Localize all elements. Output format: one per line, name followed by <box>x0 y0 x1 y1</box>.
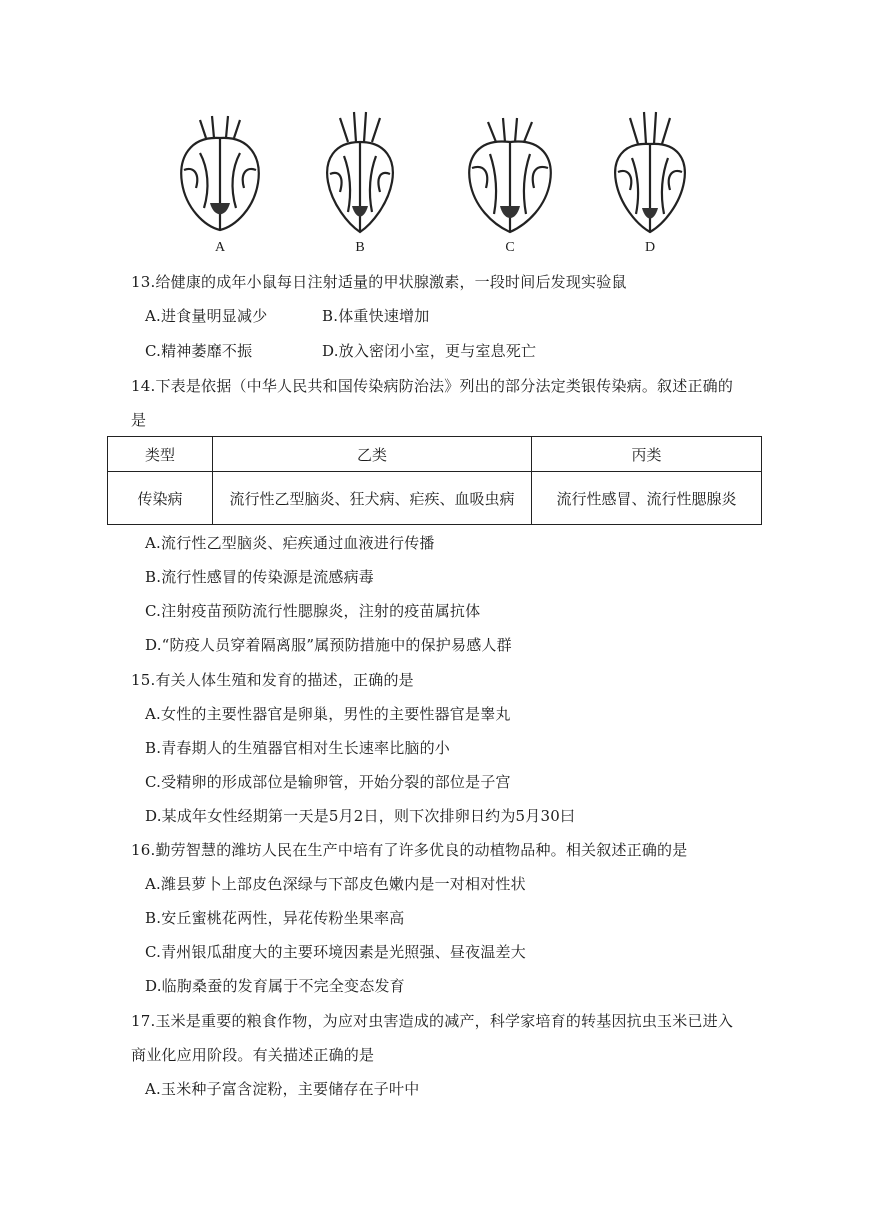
q16-stem: 16.勤劳智慧的潍坊人民在生产中培有了许多优良的动植物品种。相关叙述正确的是 <box>131 841 688 859</box>
q14-option-c: C.注射疫苗预防流行性腮腺炎，注射的疫苗属抗体 <box>145 602 481 620</box>
table-cell-class-c: 流行性感冒、流行性腮腺炎 <box>532 472 762 525</box>
table-row <box>108 472 762 525</box>
figure-label-a: A <box>214 240 226 255</box>
q13-option-b: B.体重快速增加 <box>322 307 430 325</box>
figure-c <box>460 108 560 258</box>
table-cell-class-b: 流行性乙型脑炎、狂犬病、疟疾、血吸虫病 <box>213 472 532 525</box>
q16-option-b: B.安丘蜜桃花两性，异花传粉坐果率高 <box>145 909 405 927</box>
q14-stem-line1: 14.下表是依据（中华人民共和国传染病防治法》列出的部分法定类银传染病。叙述正确的 <box>131 377 734 395</box>
q15-option-a: A.女性的主要性器官是卵巢，男性的主要性器官是睾丸 <box>145 705 511 723</box>
q16-option-c: C.青州银瓜甜度大的主要环境因素是光照强、昼夜温差大 <box>145 943 526 961</box>
q17-stem-line1: 17.玉米是重要的粮食作物，为应对虫害造成的减产，科学家培育的转基因抗虫玉米已进入 <box>131 1012 734 1030</box>
diagram-c-icon <box>460 108 560 240</box>
table-header-class-b: 乙类 <box>213 437 532 472</box>
figure-label-b: B <box>355 240 365 255</box>
q14-stem-line2: 是 <box>131 411 147 429</box>
figure-b <box>310 108 410 258</box>
figure-a <box>170 108 270 258</box>
q14-option-d: D.“防疫人员穿着隔离服”属预防措施中的保护易感人群 <box>145 636 512 654</box>
table-header-row <box>108 437 762 472</box>
figure-d <box>600 108 700 258</box>
q17-option-a: A.玉米种子富含淀粉，主要储存在子叶中 <box>145 1080 420 1098</box>
diagram-d-icon <box>600 108 700 240</box>
figure-row <box>170 108 710 268</box>
q15-stem: 15.有关人体生殖和发育的描述，正确的是 <box>131 671 414 689</box>
q16-option-a: A.潍县萝卜上部皮色深绿与下部皮色嫩内是一对相对性状 <box>145 875 526 893</box>
diagram-a-icon <box>170 108 270 240</box>
q16-option-d: D.临朐桑蚕的发育属于不完全变态发育 <box>145 977 405 995</box>
disease-table <box>107 436 762 525</box>
q17-stem-line2: 商业化应用阶段。有关描述正确的是 <box>131 1046 375 1064</box>
q15-option-c: C.受精卵的形成部位是输卵管，开始分裂的部位是子宫 <box>145 773 511 791</box>
q14-option-a: A.流行性乙型脑炎、疟疾通过血液进行传播 <box>145 534 435 552</box>
q13-option-d: D.放入密闭小室，更与室息死亡 <box>322 342 537 360</box>
table-header-class-c: 丙类 <box>532 437 762 472</box>
q14-option-b: B.流行性感冒的传染源是流感病毒 <box>145 568 374 586</box>
table-header-type: 类型 <box>108 437 213 472</box>
q15-option-d: D.某成年女性经期第一天是5月2日，则下次排卵日约为5月30曰 <box>145 807 576 825</box>
diagram-b-icon <box>310 108 410 240</box>
q15-option-b: B.青春期人的生殖器官相对生长速率比脑的小 <box>145 739 450 757</box>
q13-option-a: A.进食量明显减少 <box>145 307 268 325</box>
figure-label-c: C <box>505 240 515 255</box>
table-cell-type: 传染病 <box>108 472 213 525</box>
figure-label-d: D <box>644 240 656 255</box>
q13-stem: 13.给健康的成年小鼠每日注射适量的甲状腺激素，一段时间后发现实验鼠 <box>131 273 627 291</box>
q13-option-c: C.精神萎靡不振 <box>145 342 253 360</box>
